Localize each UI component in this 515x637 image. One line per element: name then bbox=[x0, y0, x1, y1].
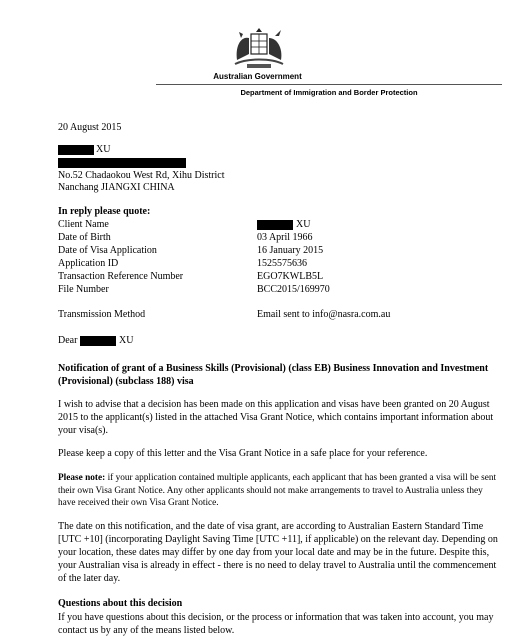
transmission-value: Email sent to info@nasra.com.au bbox=[257, 309, 391, 320]
coat-of-arms-icon bbox=[229, 24, 289, 70]
reply-value: 1525575636 bbox=[257, 258, 307, 269]
reply-label: Date of Visa Application bbox=[58, 245, 157, 256]
address-line-1: No.52 Chadaokou West Rd, Xihu District bbox=[58, 170, 225, 181]
paragraph-questions: If you have questions about this decision, or the process or information that was taken into account, you may contact us by any of the means listed below. bbox=[58, 612, 494, 636]
reply-label: Client Name bbox=[58, 219, 109, 230]
department-name: Department of Immigration and Border Protection bbox=[240, 88, 418, 97]
reply-label: Date of Birth bbox=[58, 232, 111, 243]
redacted-client-given-name bbox=[257, 220, 293, 230]
address-line-2: Nanchang JIANGXI CHINA bbox=[58, 182, 175, 193]
reply-label: Application ID bbox=[58, 258, 119, 269]
redacted-salutation-name bbox=[80, 336, 116, 346]
reply-value: EGO7KWLB5L bbox=[257, 271, 324, 282]
letter-date: 20 August 2015 bbox=[58, 122, 122, 133]
salutation-dear: Dear bbox=[58, 335, 78, 346]
paragraph-decision: I wish to advise that a decision has been made on this application and visas have been granted on 20 August 2015 to the applicant(s) listed in the attached Visa Grant Notice, which contains important information about your visa(s). bbox=[58, 399, 494, 436]
redacted-address-line bbox=[58, 158, 186, 168]
paragraph-time-zone: The date on this notification, and the date of visa grant, are according to Australian Eastern Standard Time [UTC +10] (incorporating Daylight Saving Time [UTC +11], if applicable) on the relevant day. Depending on your location, these dates may differ by one day from your local date and may be in the future. Despite this, your Australian visa is already in effect - there is no need to delay travel to Australia until the commencement of the later day. bbox=[58, 521, 498, 584]
reply-label: Transaction Reference Number bbox=[58, 271, 184, 282]
paragraph-please-note bbox=[58, 472, 498, 510]
government-name: Australian Government bbox=[213, 72, 302, 81]
paragraph-keep-copy: Please keep a copy of this letter and the Visa Grant Notice in a safe place for your reference. bbox=[58, 448, 428, 459]
transmission-label: Transmission Method bbox=[58, 309, 146, 320]
please-note-text: if your application contained multiple applicants, each applicant that has been granted a visa will be sent their own Visa Grant Notice. Any other applicants should not make arrangements to travel to Australia unless they have received their own Visa Grant Notice. bbox=[58, 473, 497, 508]
reply-value: 03 April 1966 bbox=[257, 232, 313, 243]
questions-heading: Questions about this decision bbox=[58, 598, 183, 609]
subject-line: Notification of grant of a Business Skills (Provisional) (class EB) Business Innovation and Investment (Provisional) (subclass 188) visa bbox=[58, 363, 489, 387]
recipient-surname: XU bbox=[96, 144, 111, 155]
please-note-label: Please note: bbox=[58, 473, 106, 483]
reply-value: XU bbox=[296, 219, 311, 230]
reply-value: BCC2015/169970 bbox=[257, 284, 330, 295]
redacted-given-name bbox=[58, 145, 94, 155]
salutation-surname: XU bbox=[119, 335, 134, 346]
header-divider bbox=[156, 84, 502, 85]
reply-heading: In reply please quote: bbox=[58, 206, 151, 217]
reply-label: File Number bbox=[58, 284, 109, 295]
reply-value: 16 January 2015 bbox=[257, 245, 324, 256]
